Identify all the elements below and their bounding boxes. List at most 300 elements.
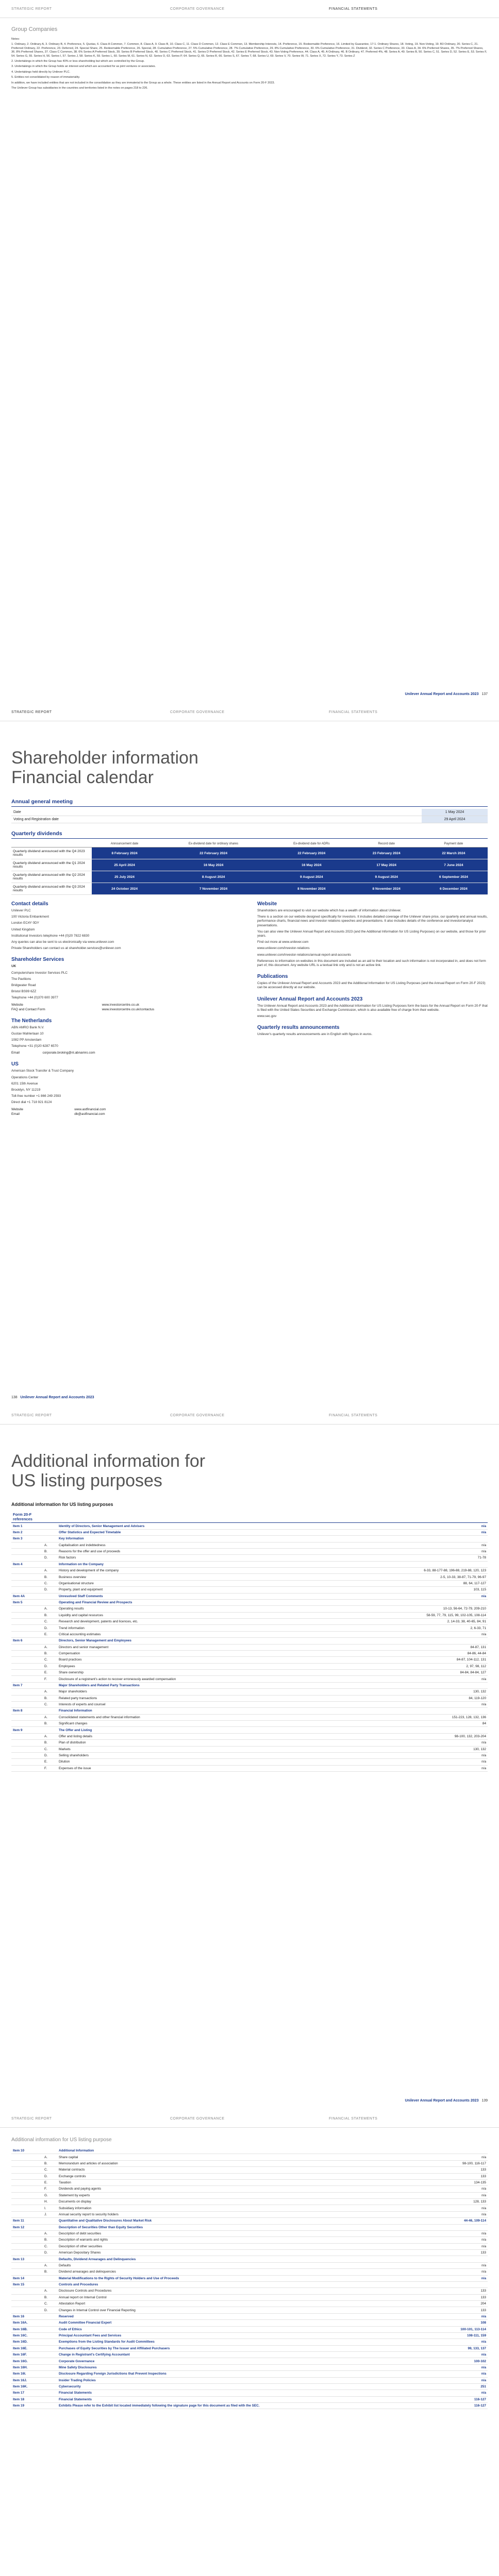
page-reference: n/a — [402, 2237, 488, 2243]
item-title: Offer and listing details — [57, 1733, 402, 1739]
title-line-1: Additional information for — [11, 1451, 206, 1471]
website-para: There is a section on our website designed specifically for investors. It includes detailed coverage of the Unilever share price, our quarterly and annual results, performance charts, financial news and investor relations speeches and presentations. It also includes details of the conference and investor/analyst presentations. — [257, 915, 488, 927]
column-header: Payment date — [420, 841, 488, 848]
page-number: 137 — [481, 692, 488, 696]
top-nav — [0, 703, 499, 721]
page-reference: 133 — [402, 2288, 488, 2294]
item-letter — [43, 2403, 57, 2409]
page-reference: 6-33, 88-177-88, 196-88, 219-88, 120, 123 — [402, 1568, 488, 1574]
item-row — [11, 1599, 488, 1605]
item-number — [11, 1740, 43, 1746]
item-letter: A. — [43, 2262, 57, 2268]
item-letter: D. — [43, 1625, 57, 1631]
item-letter: B. — [43, 1548, 57, 1554]
cell: 8 November 2024 — [270, 883, 354, 895]
item-number: Item 16 — [11, 2313, 43, 2319]
item-letter: J. — [43, 2211, 57, 2217]
item-letter: A. — [43, 1568, 57, 1574]
table-row — [11, 1580, 488, 1586]
page-number: 139 — [481, 2099, 488, 2103]
item-title: Reasons for the offer and use of proceeds — [57, 1548, 402, 1554]
table-row — [11, 1733, 488, 1739]
nav-strategic-report[interactable]: STRATEGIC REPORT — [11, 1413, 52, 1417]
item-row — [11, 2396, 488, 2402]
us-website-link[interactable]: www.astfinancial.com — [74, 1107, 106, 1111]
page-reference: 133 — [402, 2167, 488, 2173]
netherlands-heading: The Netherlands — [11, 1018, 52, 1024]
contact-line: Institutional Investors telephone +44 (0)20 7822 6830 — [11, 934, 90, 938]
item-letter — [43, 1523, 57, 1529]
contact-details-heading: Contact details — [11, 901, 48, 907]
item-letter — [43, 1727, 57, 1733]
us-line: 6201 15th Avenue — [11, 1081, 38, 1086]
item-letter — [43, 2224, 57, 2230]
nl-email-link[interactable]: corporate.broking@nl.abnamro.com — [42, 1051, 95, 1055]
table-row — [11, 2269, 488, 2275]
title-line-2: US listing purposes — [11, 1471, 162, 1490]
cell: 8 February 2024 — [92, 848, 157, 859]
item-number — [11, 2167, 43, 2173]
item-letter — [43, 2332, 57, 2338]
table-row — [11, 1606, 488, 1612]
item-number: Item 11 — [11, 2218, 43, 2224]
item-number: Item 14 — [11, 2275, 43, 2281]
item-number — [11, 1587, 43, 1593]
item-number — [11, 2294, 43, 2300]
page-reference: 2, 6-33, 71 — [402, 1625, 488, 1631]
agm-table — [11, 809, 488, 823]
item-letter — [43, 2275, 57, 2281]
item-title: Disclosure Controls and Procedures — [57, 2288, 402, 2294]
item-row — [11, 2332, 488, 2338]
page-reference: 108-111, 159 — [402, 2332, 488, 2338]
page-reference — [402, 2281, 488, 2287]
footer-label[interactable]: Unilever Annual Report and Accounts 2023 — [405, 692, 479, 696]
page-reference — [402, 2224, 488, 2230]
contact-line: Unilever PLC — [11, 909, 31, 912]
item-row — [11, 1593, 488, 1599]
item-title: Financial Information — [57, 1708, 402, 1714]
uk-faq-link[interactable]: www.investorcentre.co.uk/contactus — [102, 1007, 155, 1011]
contact-line: Any queries can also be sent to us electronically via www.unilever.com — [11, 940, 114, 944]
page-reference: n/a — [402, 2186, 488, 2192]
item-title: Annual report on Internal Control — [57, 2294, 402, 2300]
page-reference: n/a — [402, 1548, 488, 1554]
quarterly-dividends-table — [11, 841, 488, 895]
item-row — [11, 2320, 488, 2326]
item-title: Attestation Report — [57, 2301, 402, 2307]
cell: 6 December 2024 — [420, 883, 488, 895]
page-reference: n/a — [402, 2269, 488, 2275]
table-row — [11, 1689, 488, 1695]
investor-relations-link[interactable]: www.unilever.com/investor-relations — [257, 946, 310, 951]
item-letter: D. — [43, 2307, 57, 2313]
item-number — [11, 1542, 43, 1548]
item-title: Key Information — [57, 1536, 402, 1542]
item-letter: E. — [43, 1759, 57, 1765]
item-row — [11, 2352, 488, 2358]
item-title: Capitalisation and indebtedness — [57, 1542, 402, 1548]
form-subtitle: Additional information for US listing purposes — [11, 1502, 113, 1507]
table-row — [11, 848, 488, 859]
item-letter: C. — [43, 1580, 57, 1586]
item-number — [11, 2192, 43, 2198]
item-title: Dilution — [57, 1759, 402, 1765]
page-reference — [402, 1511, 488, 1523]
table-row — [11, 859, 488, 871]
table-row — [11, 2173, 488, 2179]
item-number: Item 12 — [11, 2224, 43, 2230]
quarterly-dividends-heading: Quarterly dividends — [11, 831, 488, 839]
table-row — [11, 1612, 488, 1618]
item-number — [11, 1631, 43, 1637]
item-number: Item 4 — [11, 1561, 43, 1567]
item-title: Liquidity and capital resources — [57, 1612, 402, 1618]
item-title: Controls and Procedures — [57, 2281, 402, 2287]
item-number — [11, 1606, 43, 1612]
page-reference: 98-100, 116-117 — [402, 2160, 488, 2166]
uk-line: Bristol BS99 6ZZ — [11, 990, 37, 994]
column-header: Announcement date — [92, 841, 157, 848]
table-row — [11, 1644, 488, 1650]
item-title: American Depositary Shares — [57, 2250, 402, 2256]
item-number: Item 17 — [11, 2390, 43, 2396]
page-reference: 116-127 — [402, 2396, 488, 2402]
contact-line: 100 Victoria Embankment — [11, 915, 49, 919]
table-row — [11, 1746, 488, 1752]
cell: 9 August 2024 — [270, 871, 354, 883]
us-heading: US — [11, 1061, 19, 1067]
cell: 7 November 2024 — [157, 883, 270, 895]
item-number: Item 13 — [11, 2256, 43, 2262]
table-row — [11, 1752, 488, 1758]
item-row — [11, 2364, 488, 2370]
item-number — [11, 1555, 43, 1561]
item-row — [11, 2218, 488, 2224]
item-number: Item 10 — [11, 2148, 43, 2154]
item-title: Operating and Financial Review and Prospects — [57, 1599, 402, 1605]
nav-corporate-governance[interactable]: CORPORATE GOVERNANCE — [170, 1413, 225, 1417]
item-letter: H. — [43, 2199, 57, 2205]
item-title: Business overview — [57, 1574, 402, 1580]
item-title: Offer Statistics and Expected Timetable — [57, 1529, 402, 1535]
item-letter — [43, 2383, 57, 2389]
table-row — [11, 2301, 488, 2307]
item-number — [11, 1695, 43, 1701]
page-reference: 2, 14-33, 38, 40-65, 84, 91 — [402, 1619, 488, 1625]
page-reference — [402, 2256, 488, 2262]
nav-strategic-report[interactable]: STRATEGIC REPORT — [11, 7, 52, 11]
two-column-info — [11, 895, 488, 1116]
page-reference: n/a — [402, 2364, 488, 2370]
page-reference: n/a — [402, 2352, 488, 2358]
item-number — [11, 2262, 43, 2268]
table-row — [11, 1650, 488, 1656]
page-reference: 98-100, 132, 203-204 — [402, 1733, 488, 1739]
contact-line: London EC4Y 0DY — [11, 921, 39, 925]
item-row — [11, 2377, 488, 2383]
contact-line: United Kingdom — [11, 927, 35, 931]
page-reference: 103, 115 — [402, 1587, 488, 1593]
cell: 25 July 2024 — [92, 871, 157, 883]
row-label: Quarterly dividend announced with the Q1 2024 results — [11, 859, 92, 871]
annual-report-heading: Unilever Annual Report and Accounts 2023 — [257, 996, 363, 1002]
annual-report-link[interactable]: www.unilever.com/investor-relations/annual-report-and-accounts — [257, 953, 351, 957]
item-title: Organisational structure — [57, 1580, 402, 1586]
item-title: Dividends and paying agents — [57, 2186, 402, 2192]
item-number — [11, 1574, 43, 1580]
item-title: Defaults, Dividend Arrearages and Delinquencies — [57, 2256, 402, 2262]
kv-key: Email — [11, 1112, 20, 1116]
page-reference: n/a — [402, 1529, 488, 1535]
page-reference: n/a — [402, 2339, 488, 2345]
nav-corporate-governance[interactable]: CORPORATE GOVERNANCE — [170, 7, 225, 11]
item-number — [11, 2307, 43, 2313]
table-row — [11, 816, 488, 823]
table-row — [11, 1701, 488, 1707]
column-header: Ex-dividend date for ADRs — [270, 841, 354, 848]
table-row — [11, 1676, 488, 1682]
item-title: Critical accounting estimates — [57, 1631, 402, 1637]
item-letter — [43, 2345, 57, 2351]
item-letter: B. — [43, 1721, 57, 1727]
page-title — [11, 748, 488, 787]
us-email-link[interactable]: db@astfinancial.com — [74, 1112, 105, 1116]
item-title: Plan of distribution — [57, 1740, 402, 1746]
item-letter: C. — [43, 2167, 57, 2173]
item-number — [11, 1733, 43, 1739]
table-row — [11, 2237, 488, 2243]
item-letter: D. — [43, 1752, 57, 1758]
cell: 6 September 2024 — [420, 871, 488, 883]
item-title: Identity of Directors, Senior Management and Advisers — [57, 1523, 402, 1529]
item-letter: B. — [43, 1574, 57, 1580]
item-letter: E. — [43, 1670, 57, 1676]
item-number — [11, 2160, 43, 2166]
page-reference: 251 — [402, 2383, 488, 2389]
table-row — [11, 2160, 488, 2166]
page-footer — [405, 692, 488, 696]
private-shareholders-line: Private Shareholders can contact us at shareholder.services@unilever.com — [11, 946, 121, 951]
item-title: Property, plant and equipment — [57, 1587, 402, 1593]
item-number — [11, 2179, 43, 2185]
item-letter — [43, 2390, 57, 2396]
table-row — [11, 2192, 488, 2198]
item-row — [11, 2256, 488, 2262]
item-letter — [43, 2320, 57, 2326]
notes-heading: Notes: — [11, 38, 20, 41]
footer-label[interactable]: Unilever Annual Report and Accounts 2023 — [405, 2099, 479, 2103]
uk-website-link[interactable]: www.investorcentre.co.uk — [102, 1003, 140, 1007]
us-line: Direct dial +1 718 921 8124 — [11, 1100, 52, 1105]
item-letter: A. — [43, 2154, 57, 2160]
page-footer — [405, 2099, 488, 2103]
cell: 22 February 2024 — [157, 848, 270, 859]
item-title: Exchange controls — [57, 2173, 402, 2179]
page-reference: 84-87, 131 — [402, 1644, 488, 1650]
item-row — [11, 2224, 488, 2230]
page-reference: n/a — [402, 2243, 488, 2249]
item-number: Item 9 — [11, 1727, 43, 1733]
item-letter — [43, 1593, 57, 1599]
nav-strategic-report[interactable]: STRATEGIC REPORT — [11, 2116, 52, 2121]
item-number — [11, 2199, 43, 2205]
page-reference: n/a — [402, 1701, 488, 1707]
item-number: Item 15 — [11, 2281, 43, 2287]
note-4: 4. Undertakings held directly by Unilever PLC. — [11, 70, 71, 74]
item-number: Item 4A — [11, 1593, 43, 1599]
table-row — [11, 1740, 488, 1746]
item-letter — [43, 1536, 57, 1542]
item-number: Item 16A. — [11, 2320, 43, 2326]
uk-line: The Pavilions — [11, 977, 31, 981]
item-letter — [43, 1682, 57, 1688]
item-letter — [43, 1638, 57, 1644]
table-row — [11, 1555, 488, 1561]
item-letter: G. — [43, 2192, 57, 2198]
nl-contacts — [11, 1050, 242, 1055]
page-reference: 108 — [402, 2320, 488, 2326]
page-reference: 44-46, 109-114 — [402, 2218, 488, 2224]
table-row — [11, 1670, 488, 1676]
item-row — [11, 2281, 488, 2287]
page-reference: n/a — [402, 1759, 488, 1765]
nav-financial-statements[interactable]: FINANCIAL STATEMENTS — [329, 710, 378, 714]
sec-link[interactable]: www.sec.gov — [257, 1014, 277, 1019]
table-row — [11, 2307, 488, 2313]
item-row — [11, 2390, 488, 2396]
item-title: Mine Safety Disclosures — [57, 2364, 402, 2370]
item-number — [11, 2230, 43, 2236]
page-reference: n/a — [402, 2262, 488, 2268]
page-shareholder-info — [0, 703, 499, 1406]
item-title: Defaults — [57, 2262, 402, 2268]
item-title: Corporate Governance — [57, 2358, 402, 2364]
nav-corporate-governance[interactable]: CORPORATE GOVERNANCE — [170, 710, 225, 714]
item-number: Item 16G. — [11, 2358, 43, 2364]
table-row — [11, 2243, 488, 2249]
item-row — [11, 1536, 488, 1542]
item-title: Annual security report to security holders — [57, 2211, 402, 2217]
nav-financial-statements[interactable]: FINANCIAL STATEMENTS — [329, 2116, 378, 2121]
website-para: Shareholders are encouraged to visit our website which has a wealth of information about Unilever. — [257, 909, 402, 912]
item-letter — [43, 2281, 57, 2287]
item-letter: B. — [43, 1650, 57, 1656]
table-row — [11, 1714, 488, 1720]
item-number: Item 19 — [11, 2403, 43, 2409]
item-letter: C. — [43, 2243, 57, 2249]
item-title: Quantitative and Qualitative Disclosures About Market Risk — [57, 2218, 402, 2224]
page-reference: 99, 133, 137 — [402, 2345, 488, 2351]
page-reference: 134-135 — [402, 2179, 488, 2185]
agm-label: Voting and Registration date — [11, 816, 422, 823]
page-number: 138 — [11, 1396, 18, 1399]
page-reference: n/a — [402, 2275, 488, 2281]
item-title: Operating results — [57, 1606, 402, 1612]
row-label: Quarterly dividend announced with the Q2 2024 results — [11, 871, 92, 883]
nav-strategic-report[interactable]: STRATEGIC REPORT — [11, 710, 52, 714]
item-title — [57, 1511, 402, 1523]
nav-corporate-governance[interactable]: CORPORATE GOVERNANCE — [170, 2116, 225, 2121]
item-number — [11, 2173, 43, 2179]
table-row — [11, 1695, 488, 1701]
title-line-2: Financial calendar — [11, 768, 154, 787]
table-row — [11, 809, 488, 816]
item-number — [11, 1765, 43, 1771]
item-letter — [43, 2218, 57, 2224]
item-number — [11, 1721, 43, 1727]
item-number — [11, 1650, 43, 1656]
note-7: The Unilever Group has subsidiaries in the countries and territories listed in the notes on pages 218 to 226. — [11, 87, 148, 90]
row-label: Quarterly dividend announced with the Q4 2023 results — [11, 848, 92, 859]
page-reference: 130, 132 — [402, 1746, 488, 1752]
right-column — [257, 895, 488, 1116]
item-title: Major shareholders — [57, 1689, 402, 1695]
page-reference: 151-223, 128, 132, 136 — [402, 1714, 488, 1720]
page-reference: 84-86, 44-84 — [402, 1650, 488, 1656]
item-row — [11, 1682, 488, 1688]
item-number: Item 16H. — [11, 2364, 43, 2370]
item-title: Related party transactions — [57, 1695, 402, 1701]
footer-label[interactable]: Unilever Annual Report and Accounts 2023 — [20, 1396, 94, 1399]
cell: 8 August 2024 — [157, 871, 270, 883]
page-title: Group Companies — [11, 26, 58, 32]
item-title: Share capital — [57, 2154, 402, 2160]
page-reference: n/a — [402, 1752, 488, 1758]
note-1: 1. Ordinary, 2. Ordinary A, 3. Ordinary B, 4. Preference, 5. Quotas, 6. Class A Common, 7. Common, 8. Class A, 9. Class B, 10. Class C, 11. Class D Common, 12. Class E Common, 13. Membership Interests, 14. Preference, 15. Redeemable Preference, 16. Limited by Guarantee, 17-1. Ordinary Shares, 18. Voting, 19. Non-Voting, 19. B3 Ordinary, 20. Series C, 21. Preferred Ordinary, 22. Preference, 23. Deferred, 24. Special Share, 25. Redeemable Preference, 26. Special, 28. Cumulative Preference, 27. 5% Cumulative Preference, 28. 7% Cumulative Preference, 29. 8% Cumulative Preference, 30. 6% Cumulative Preference, 31. Dividend, 32. Series C Preference, 33. Class A, 34. 6% Preferred Shares, 35. 7% Preferred Shares, 36. 8% Preferred Shares, 37. Class C Common, 38. 6% Series A Preferred Stock, 39. Series B Preferred Stock, 40. Series C Preferred Stock, 41. Series D Preferred Stock, 42. Series E Preferred Stock, 43. Non-Voting Preference, 44. Class A, 45. A Ordinary, 46. B Ordinary, 47. Preferred 4%, 48. Series A, 49. Series B, 50. Series C, 51. Series D, 52. Series E, 53. Series F, 54. Series G, 55. Series H, 56. Series I, 57. Series J, 58. Series K, 59. Series L, 60. Series M, 61. Series N, 62. Series O, 63. Series P, 64. Series Q, 65. Series R, 66. Series S, 67. Series T, 68. Series U, 69. Series V, 70. Series W, 71. Series X, 72. Series Y, 73. Series Z — [11, 43, 487, 58]
item-title: Purchases of Equity Securities by The Issuer and Affiliated Purchasers — [57, 2345, 402, 2351]
table-row — [11, 2250, 488, 2256]
website-para: References to information on websites in this document are included as an aid to their location and such information is not incorporated in, and does not form part of, this document. Any website URL is a textual link only and is not an active link. — [257, 959, 486, 968]
cell: 16 May 2024 — [157, 859, 270, 871]
item-number: Item 6 — [11, 1638, 43, 1644]
table-row — [11, 2199, 488, 2205]
item-title: Trend information — [57, 1625, 402, 1631]
item-title: Memorandum and articles of association — [57, 2160, 402, 2166]
item-number — [11, 1701, 43, 1707]
table-row — [11, 1663, 488, 1669]
item-number: Item 3 — [11, 1536, 43, 1542]
item-title: Financial Statements — [57, 2390, 402, 2396]
quarterly-results-heading: Quarterly results announcements — [257, 1025, 340, 1031]
page-reference: n/a — [402, 1631, 488, 1637]
item-number — [11, 1670, 43, 1676]
top-nav — [0, 2110, 499, 2128]
item-letter — [43, 2371, 57, 2377]
nav-financial-statements[interactable]: FINANCIAL STATEMENTS — [329, 7, 378, 11]
item-letter: D. — [43, 1555, 57, 1561]
item-title: Board practices — [57, 1657, 402, 1663]
item-row — [11, 1523, 488, 1529]
item-number — [11, 1759, 43, 1765]
item-row — [11, 1708, 488, 1714]
item-letter — [43, 1599, 57, 1605]
item-title: Significant changes — [57, 1721, 402, 1727]
item-number: Item 16I. — [11, 2371, 43, 2377]
agm-value: 29 April 2024 — [422, 816, 488, 823]
item-number: Item 18 — [11, 2396, 43, 2402]
item-number — [11, 1657, 43, 1663]
table-row — [11, 871, 488, 883]
table-row — [11, 1587, 488, 1593]
item-title: Statement by experts — [57, 2192, 402, 2198]
item-title: Risk factors — [57, 1555, 402, 1561]
item-title: Interests of experts and counsel — [57, 1701, 402, 1707]
item-title: Reserved — [57, 2313, 402, 2319]
nav-financial-statements[interactable]: FINANCIAL STATEMENTS — [329, 1413, 378, 1417]
column-header — [11, 841, 92, 848]
item-number — [11, 2301, 43, 2307]
